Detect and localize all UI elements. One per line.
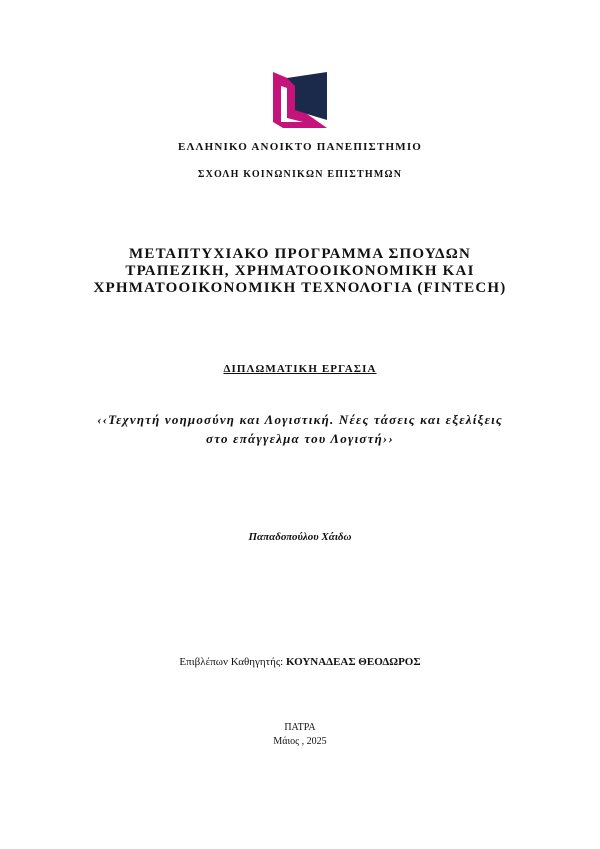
program-title-line: ΧΡΗΜΑΤΟΟΙΚΟΝΟΜΙΚΗ ΤΕΧΝΟΛΟΓΙΑ (FINTECH) <box>93 280 507 296</box>
thesis-label: ΔΙΠΛΩΜΑΤΙΚΗ ΕΡΓΑΣΙΑ <box>223 363 377 375</box>
eap-logo-icon <box>273 72 327 128</box>
thesis-title-line: ‹‹Τεχνητή νοημοσύνη και Λογιστική. Νέες τάσεις και εξελίξεις <box>97 412 503 427</box>
university-name: ΕΛΛΗΝΙΚΟ ΑΝΟΙΚΤΟ ΠΑΝΕΠΙΣΤΗΜΙΟ <box>177 141 423 153</box>
city: ΠΑΤΡΑ <box>284 722 316 733</box>
school-name: ΣΧΟΛΗ ΚΟΙΝΩΝΙΚΩΝ ΕΠΙΣΤΗΜΩΝ <box>197 169 403 180</box>
thesis-title <box>0 410 600 448</box>
thesis-title-line: στο επάγγελμα του Λογιστή›› <box>206 431 394 446</box>
supervisor <box>0 656 600 668</box>
author-name: Παπαδοπούλου Χάιδω <box>248 531 352 543</box>
date: Μάιος , 2025 <box>273 736 327 747</box>
supervisor-label: Επιβλέπων Καθηγητής: <box>179 656 286 668</box>
supervisor-name: ΚΟΥΝΑΔΕΑΣ ΘΕΟΔΩΡΟΣ <box>286 656 421 668</box>
program-title-line: ΤΡΑΠΕΖΙΚΗ, ΧΡΗΜΑΤΟΟΙΚΟΝΟΜΙΚΗ ΚΑΙ <box>125 263 475 279</box>
program-title-line: ΜΕΤΑΠΤΥΧΙΑΚΟ ΠΡΟΓΡΑΜΜΑ ΣΠΟΥΔΩΝ <box>129 246 471 262</box>
program-title <box>0 246 600 297</box>
